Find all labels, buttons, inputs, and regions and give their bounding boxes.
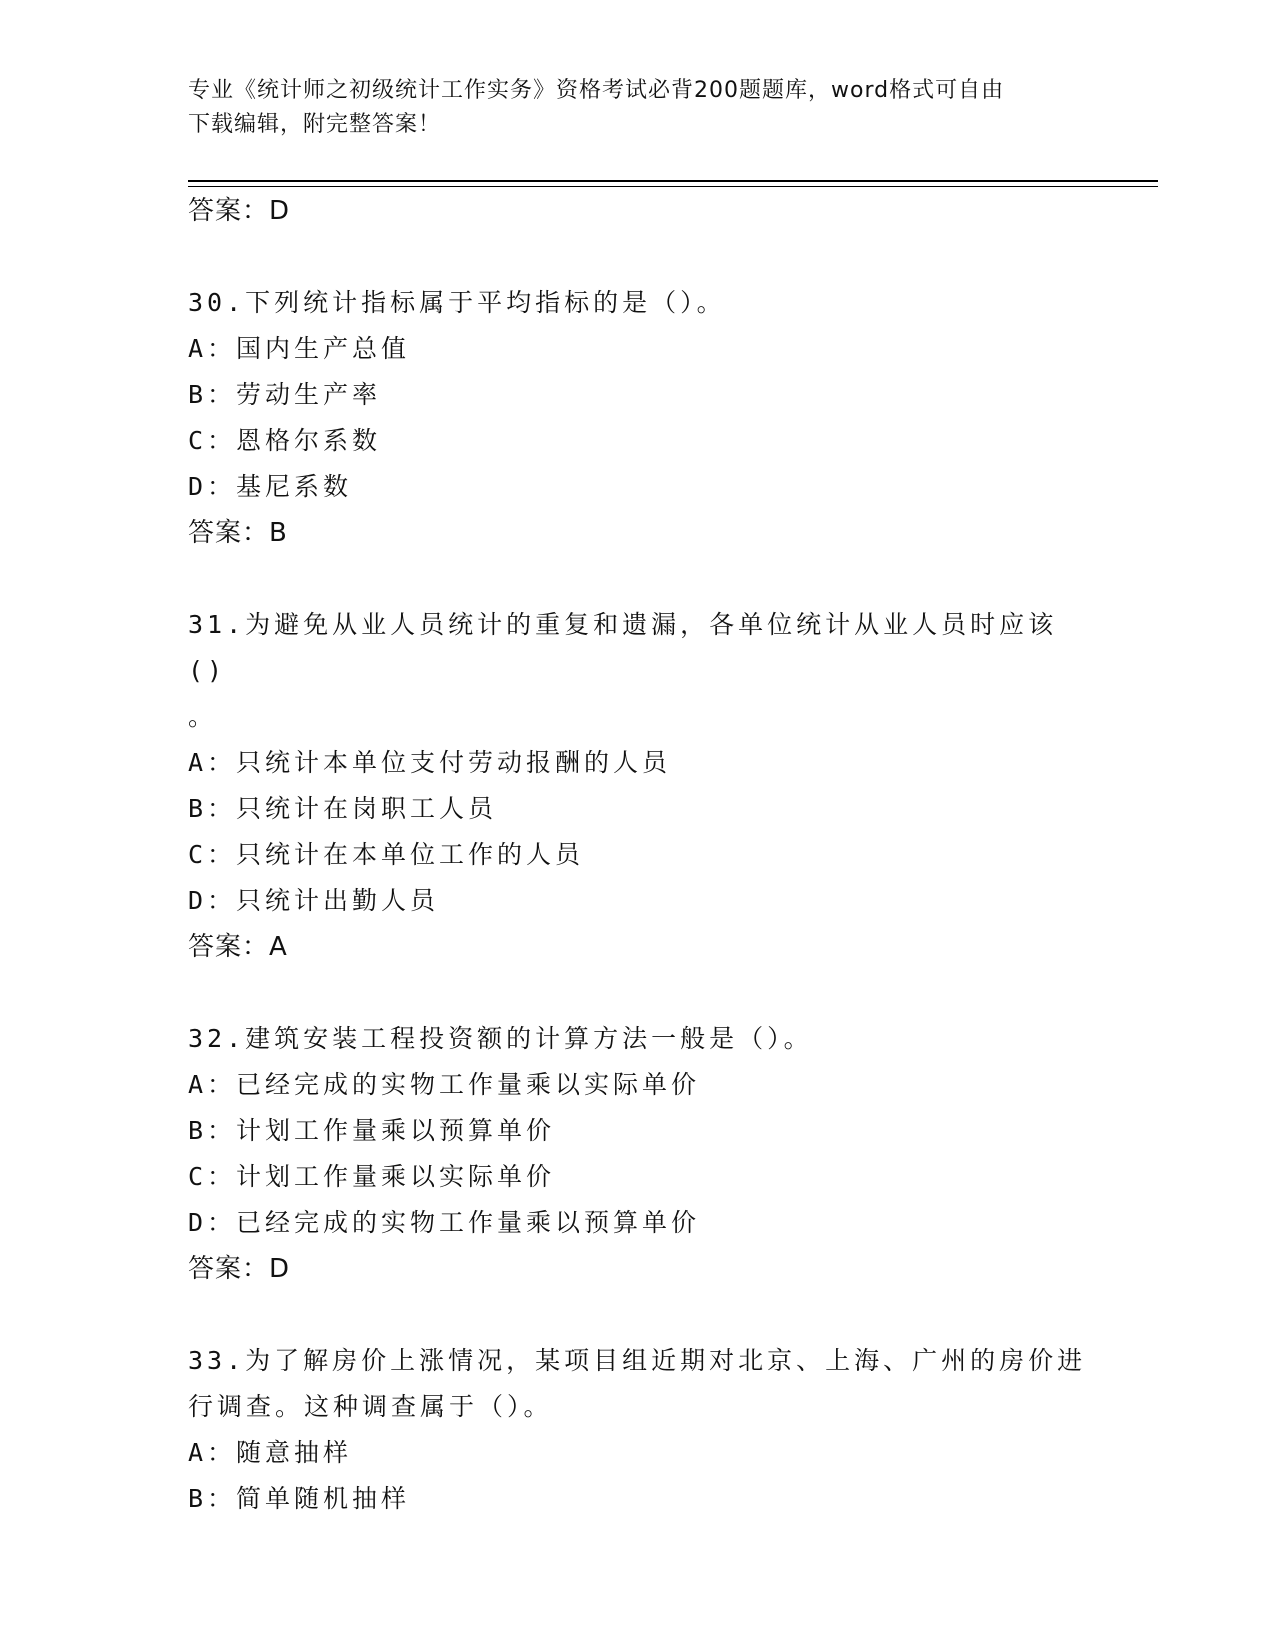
- answer-line: 答案：D: [188, 196, 291, 226]
- option-c: C：只统计在本单位工作的人员: [188, 840, 585, 869]
- option-b: B：劳动生产率: [188, 380, 382, 409]
- question-list: [188, 188, 1088, 1522]
- question-block: [188, 280, 1088, 556]
- question-block: [188, 602, 1088, 970]
- answer-line: 答案：D: [188, 1254, 291, 1284]
- option-b: B：简单随机抽样: [188, 1484, 411, 1513]
- option-a: A：只统计本单位支付劳动报酬的人员: [188, 748, 672, 777]
- spacer: [188, 556, 1088, 602]
- answer-line: 答案：A: [188, 932, 288, 962]
- question-block: [188, 1338, 1088, 1522]
- option-c: C：计划工作量乘以实际单价: [188, 1162, 556, 1191]
- question-text: 32.建筑安装工程投资额的计算方法一般是（）。: [188, 1024, 813, 1053]
- option-d: D：已经完成的实物工作量乘以预算单价: [188, 1208, 701, 1237]
- option-a: A：已经完成的实物工作量乘以实际单价: [188, 1070, 701, 1099]
- option-a: A：随意抽样: [188, 1438, 353, 1467]
- question-text: 33.为了解房价上涨情况，某项目组近期对北京、上海、广州的房价进: [188, 1346, 1087, 1375]
- question-text: 31.为避免从业人员统计的重复和遗漏，各单位统计从业人员时应该(): [188, 610, 1058, 685]
- header-divider-thin: [188, 186, 1158, 187]
- answer-line: 答案：B: [188, 518, 288, 548]
- question-text: 30.下列统计指标属于平均指标的是（）。: [188, 288, 726, 317]
- option-b: B：只统计在岗职工人员: [188, 794, 498, 823]
- option-d: D：基尼系数: [188, 472, 353, 501]
- question-text-continued: 行调查。这种调查属于（）。: [188, 1392, 553, 1421]
- header-divider-thick: [188, 180, 1158, 182]
- option-c: C：恩格尔系数: [188, 426, 382, 455]
- spacer: [188, 1292, 1088, 1338]
- question-text-continued: 。: [188, 702, 218, 731]
- option-a: A：国内生产总值: [188, 334, 411, 363]
- spacer: [188, 234, 1088, 280]
- spacer: [188, 970, 1088, 1016]
- document-header: 专业《统计师之初级统计工作实务》资格考试必背200题题库，word格式可自由 下载编辑，附完整答案！: [188, 78, 1005, 137]
- question-block: [188, 1016, 1088, 1292]
- option-d: D：只统计出勤人员: [188, 886, 440, 915]
- option-b: B：计划工作量乘以预算单价: [188, 1116, 556, 1145]
